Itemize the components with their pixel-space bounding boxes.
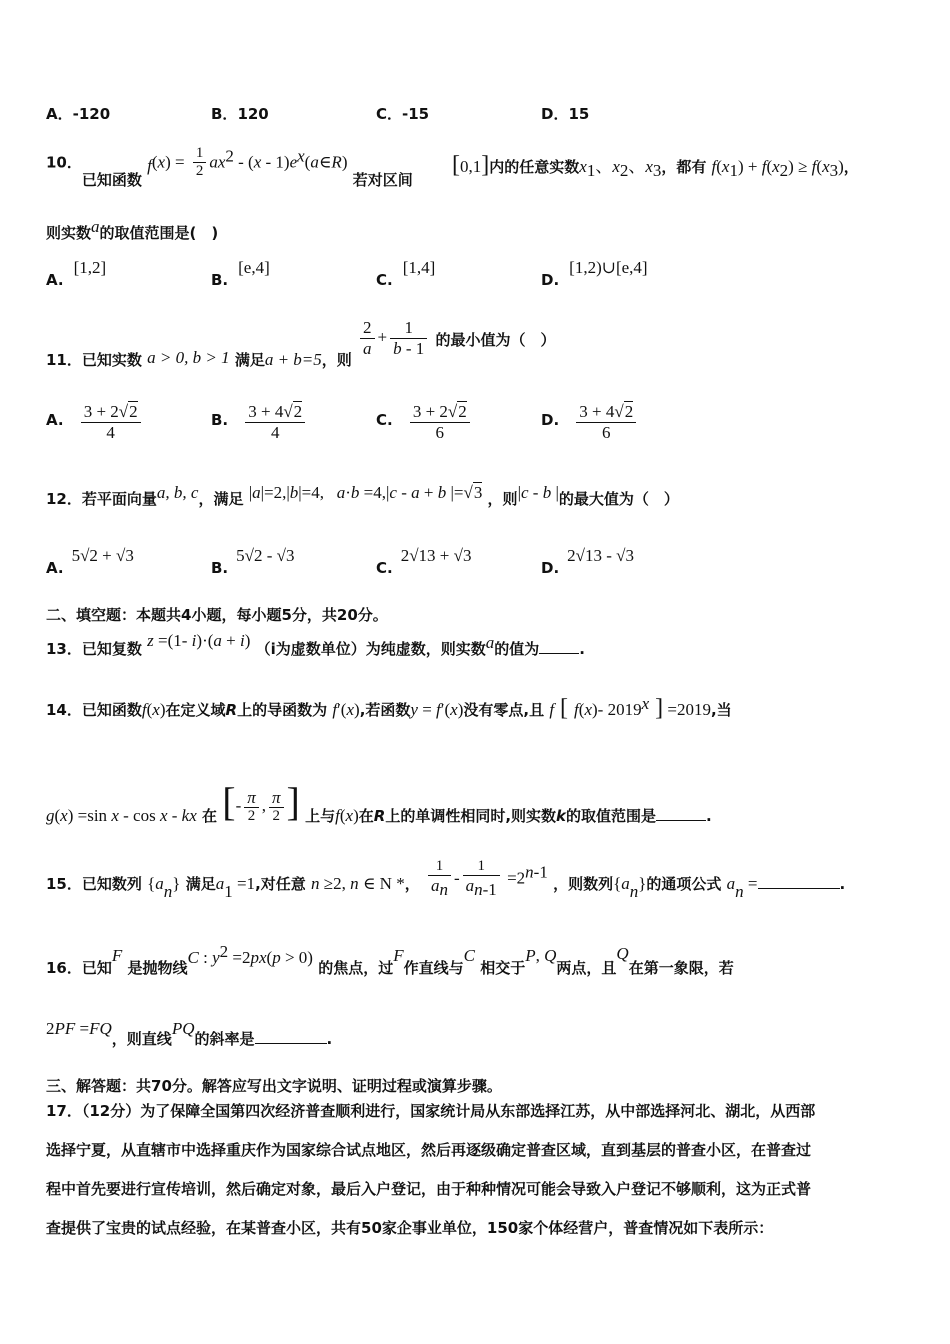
q12-option-a: A.5√2 + √3: [46, 546, 134, 577]
q10-option-c: C.[1,4]: [376, 258, 436, 289]
q9-option-c: C．-15: [376, 105, 430, 123]
q11-option-a: A. $\frac{3 + 2√2}{4}$: [46, 402, 144, 442]
question-11: 11．已知实数 a > 0, b > 1 满足a + b=5，则 $\frac{2}{a}$ + $\frac{1}{b - 1}$ 的最小值为（ ）: [46, 318, 556, 369]
question-12: 12．若平面向量a, b, c，满足 |a|=2,|b|=4, a·b =4,|c - a + b |=√3 ，则|c - b |的最大值为（ ）: [46, 483, 679, 508]
question-17-line-4: 查提供了宝贵的试点经验，在某普查小区，共有50家企事业单位，150家个体经营户，普查情况如下表所示：: [46, 1219, 774, 1237]
question-17-line-1: 17．（12分）为了保障全国第四次经济普查顺利进行，国家统计局从东部选择江苏，从中部选择河北、湖北，从西部: [46, 1102, 816, 1120]
section-2-heading: 二、填空题：本题共4小题，每小题5分，共20分。: [46, 606, 388, 624]
q11-option-c: C. $\frac{3 + 2√2}{6}$: [376, 402, 473, 442]
q10-option-a: A.[1,2]: [46, 258, 107, 289]
question-17-line-2: 选择宁夏，从直辖市中选择重庆作为国家综合试点地区，然后再逐级确定普查区域，直到基层的普查小区，在普查过: [46, 1141, 812, 1159]
question-17: [46, 1092, 906, 1248]
q9-option-d: D．15: [541, 105, 590, 123]
q12-option-d: D.2√13 - √3: [541, 546, 634, 577]
q10-option-d: D.[1,2)∪[e,4]: [541, 258, 648, 289]
q12-option-b: B.5√2 - √3: [211, 546, 295, 577]
section-3-heading: 三、解答题：共70分。解答应写出文字说明、证明过程或演算步骤。: [46, 1077, 502, 1095]
question-10-cont: [0,1]内的任意实数$x_1$、$x_2$、$x_3$，都有 $f(x_1) + f(x_2) \ge f(x_3)$，: [452, 152, 859, 181]
question-16-line2: 2PF =FQ，则直线PQ的斜率是 .: [46, 1019, 333, 1048]
q10-option-b: B.[e,4]: [211, 258, 270, 289]
q9-option-a: A．-120: [46, 105, 111, 123]
question-10-line2: 则实数a的取值范围是( ): [46, 217, 219, 242]
question-14: 14．已知函数f(x)在定义域R上的导函数为 f′(x),若函数y = f′(x)没有零点,且 f [ f(x)- 2019$^x$ ] =2019,当: [46, 694, 732, 721]
q9-option-b: B．120: [211, 105, 269, 123]
question-17-line-3: 程中首先要进行宣传培训，然后确定对象，最后入户登记，由于种种情况可能会导致入户登记不够顺利，这为正式普: [46, 1180, 812, 1198]
question-16: 16．已知F 是抛物线C : $y^2 =2px(p > 0)$ 的焦点，过F作直线与C 相交于P, Q两点，且Q在第一象限，若: [46, 942, 734, 977]
question-15: 15．已知数列 $\{a_n\}$ 满足$a_1 =1$,对任意 n ≥2, n ∈ N *， $\frac{1}{a_n}$ - $\frac{1}{a_{n-1}}$ $=2^{n-1}$ ，则数列$\{a_n\}$的通项公式 $a_n$ = .: [46, 858, 846, 902]
question-10: 10．已知函数 f(x) = $\frac{1}{2}$ $ax^2 - (x$ - $1)e^x(a\in R)$ 若对区间: [46, 145, 413, 190]
q11-option-b: B. $\frac{3 + 4√2}{4}$: [211, 402, 308, 442]
q12-option-c: C.2√13 + √3: [376, 546, 472, 577]
q11-option-d: D. $\frac{3 + 4√2}{6}$: [541, 402, 639, 442]
question-14-line2: g(x) =sin x - cos x - kx 在 [- $\frac{\pi}{2}$ , $\frac{\pi}{2}$ ] 上与f(x)在R上的单调性相同时,则实数k的取值范围是 .: [46, 779, 712, 825]
question-13: 13．已知复数 z =(1- i)·(a + i) （i为虚数单位）为纯虚数，则实数a的值为 .: [46, 631, 585, 658]
